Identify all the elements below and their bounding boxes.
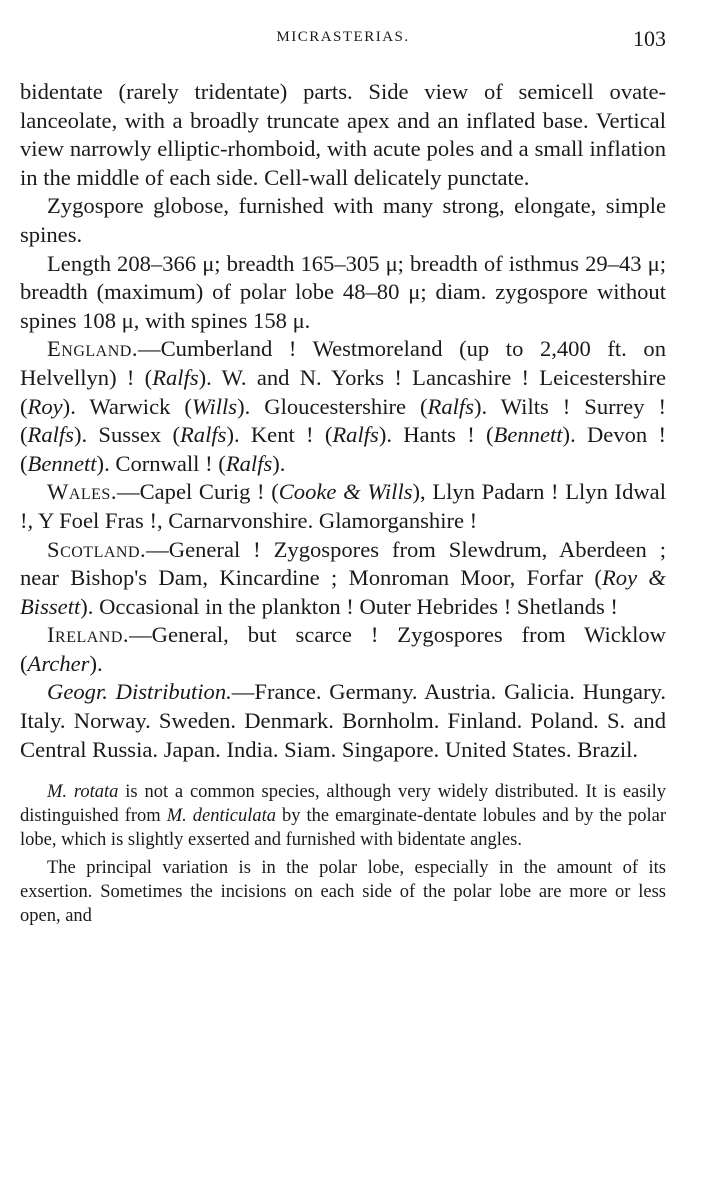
text-run: —Cumberland ! Westmoreland (up to 2,400 ft. on Helvellyn) ! ( (20, 336, 666, 390)
scotland-localities (20, 536, 666, 622)
text-run: —General ! Zygospores from Slewdrum, Aberdeen ; near Bishop's Dam, Kincardine ; Monroman Moor, Forfar ( (20, 536, 666, 591)
page-number: 103 (633, 26, 666, 51)
zygospore-paragraph: Zygospore globose, furnished with many strong, elongate, simple spines. (20, 193, 666, 247)
book-page (20, 26, 666, 928)
species-name: M. rotata (47, 782, 119, 803)
authority: Wills (191, 393, 238, 419)
distribution-label: Geogr. Distribution. (47, 679, 232, 705)
geographic-distribution (20, 678, 666, 764)
note-paragraph (20, 780, 666, 852)
text-run: ), Llyn Padarn ! Llyn Idwal !, Y Foel Fras !, Carnarvonshire. Glamorganshire ! (20, 479, 666, 533)
species-name: M. denticulata (166, 806, 276, 827)
authority: Ralfs (152, 364, 199, 390)
authority: Ralfs (332, 422, 379, 448)
running-title: MICRASTERIAS. (276, 29, 410, 45)
authority: Archer (27, 650, 90, 676)
ireland-label: Ireland. (47, 622, 130, 648)
notes-section (20, 780, 666, 928)
authority: Ralfs (27, 422, 74, 448)
ireland-localities (20, 621, 666, 678)
england-label: England. (47, 336, 138, 362)
text-run: ). Gloucestershire ( (237, 393, 428, 419)
text-run: ). Kent ! ( (226, 422, 333, 448)
england-localities (20, 335, 666, 478)
text-run: ). Occasional in the plankton ! Outer Hebrides ! Shetlands ! (80, 593, 618, 619)
text-run: ). Warwick ( (62, 393, 192, 419)
dimensions-paragraph: Length 208–366 μ; breadth 165–305 μ; breadth of isthmus 29–43 μ; breadth (maximum) of polar lobe 48–80 μ; diam. zygospore without spines 108 μ, with spines 158 μ. (20, 250, 666, 333)
text-run: ). (272, 450, 286, 476)
authority: Ralfs (427, 393, 474, 419)
text-run: ). W. and N. Yorks ! Lancashire ! Leicestershire ( (20, 364, 666, 419)
text-run: —General, but scarce ! Zygospores from Wicklow ( (20, 622, 666, 676)
text-run: ). (89, 650, 103, 676)
text-run: ). Devon ! ( (20, 422, 666, 476)
text-run: —Capel Curig ! ( (116, 479, 279, 505)
note-paragraph: The principal variation is in the polar lobe, especially in the amount of its exsertion. Sometimes the incisions on each side of the polar lobe are more or less open, and (20, 858, 666, 927)
distribution-text: —France. Germany. Austria. Galicia. Hungary. Italy. Norway. Sweden. Denmark. Bornholm. Finland. Poland. S. and Central Russia. Japan. India. Siam. Singapore. United States. Brazil. (20, 679, 666, 762)
authority: Cooke & Wills (278, 479, 413, 505)
text-run: is not a common species, although very widely distributed. It is easily distinguished from (20, 782, 666, 827)
text-run: ). Cornwall ! ( (96, 450, 226, 476)
authority: Roy & Bissett (20, 565, 666, 619)
text-run: by the emarginate-dentate lobules and by the polar lobe, which is slightly exserted and furnished with bidentate angles. (20, 806, 666, 851)
wales-label: Wales. (47, 479, 117, 505)
running-head (20, 26, 666, 56)
authority: Ralfs (179, 422, 227, 448)
scotland-label: Scotland. (47, 536, 147, 562)
authority: Bennett (27, 450, 97, 476)
wales-localities (20, 478, 666, 535)
text-run: ). Wilts ! Surrey ! ( (20, 393, 666, 448)
authority: Bennett (493, 422, 563, 448)
text-run: ). Hants ! ( (378, 422, 494, 448)
authority: Roy (27, 393, 63, 419)
species-description (20, 78, 666, 764)
description-paragraph: bidentate (rarely tridentate) parts. Side view of semicell ovate-lanceolate, with a broadly truncate apex and an inflated base. Vertical view narrowly elliptic-rhomboid, with acute poles and a small inflation in the middle of each side. Cell-wall delicately punctate. (20, 79, 666, 190)
authority: Ralfs (225, 450, 273, 476)
text-run: ). Sussex ( (73, 422, 180, 448)
